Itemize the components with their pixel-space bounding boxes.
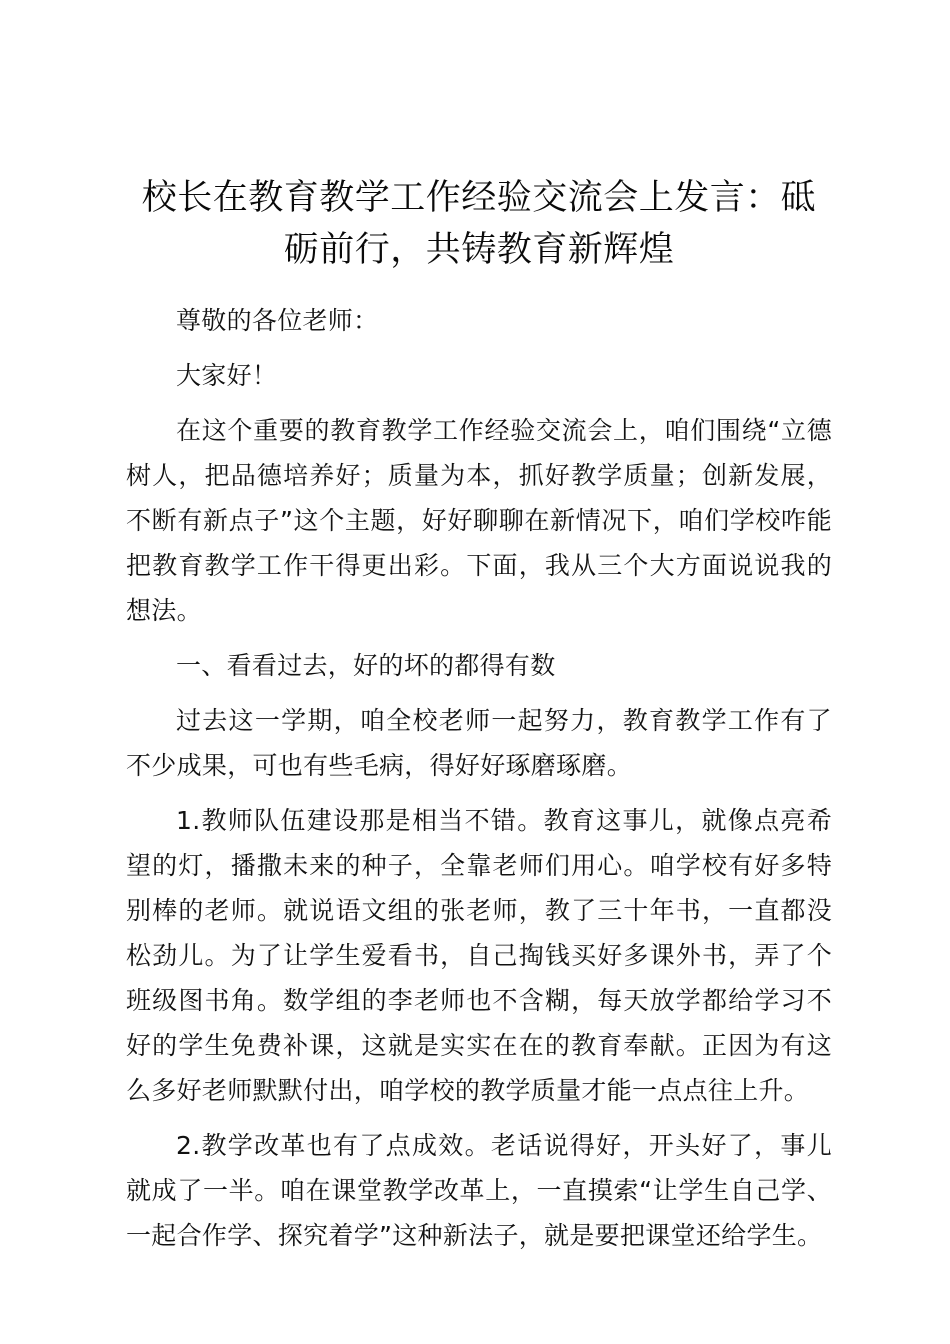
document-body — [126, 298, 832, 1258]
paragraph-intro: 在这个重要的教育教学工作经验交流会上，咱们围绕“立德树人，把品德培养好；质量为本，抓好教学质量；创新发展，不断有新点子”这个主题，好好聊聊在新情况下，咱们学校咋能把教育教学工作干得更出彩。下面，我从三个大方面说说我的想法。 — [126, 416, 832, 625]
greeting-line: 尊敬的各位老师： — [176, 306, 379, 335]
document-content — [126, 172, 832, 1268]
paragraph-teaching-reform: 2.教学改革也有了点成效。老话说得好，开头好了，事儿就成了一半。咱在课堂教学改革上，一直摸索“让学生自己学、一起合作学、探究着学”这种新法子，就是要把课堂还给学生。 — [126, 1131, 832, 1250]
paragraph-teacher-team: 1.教师队伍建设那是相当不错。教育这事儿，就像点亮希望的灯，播撒未来的种子，全靠老师们用心。咱学校有好多特别棒的老师。就说语文组的张老师，教了三十年书，一直都没松劲儿。为了让学生爱看书，自己掏钱买好多课外书，弄了个班级图书角。数学组的李老师也不含糊，每天放学都给学习不好的学生免费补课，这就是实实在在的教育奉献。正因为有这么多好老师默默付出，咱学校的教学质量才能一点点往上升。 — [126, 806, 832, 1105]
salutation-line: 大家好！ — [176, 361, 278, 390]
document-title: 校长在教育教学工作经验交流会上发言：砥砺前行，共铸教育新辉煌 — [141, 178, 817, 270]
section-heading-1: 一、看看过去，好的坏的都得有数 — [176, 651, 556, 680]
paragraph-summary: 过去这一学期，咱全校老师一起努力，教育教学工作有了不少成果，可也有些毛病，得好好琢磨琢磨。 — [126, 706, 832, 780]
